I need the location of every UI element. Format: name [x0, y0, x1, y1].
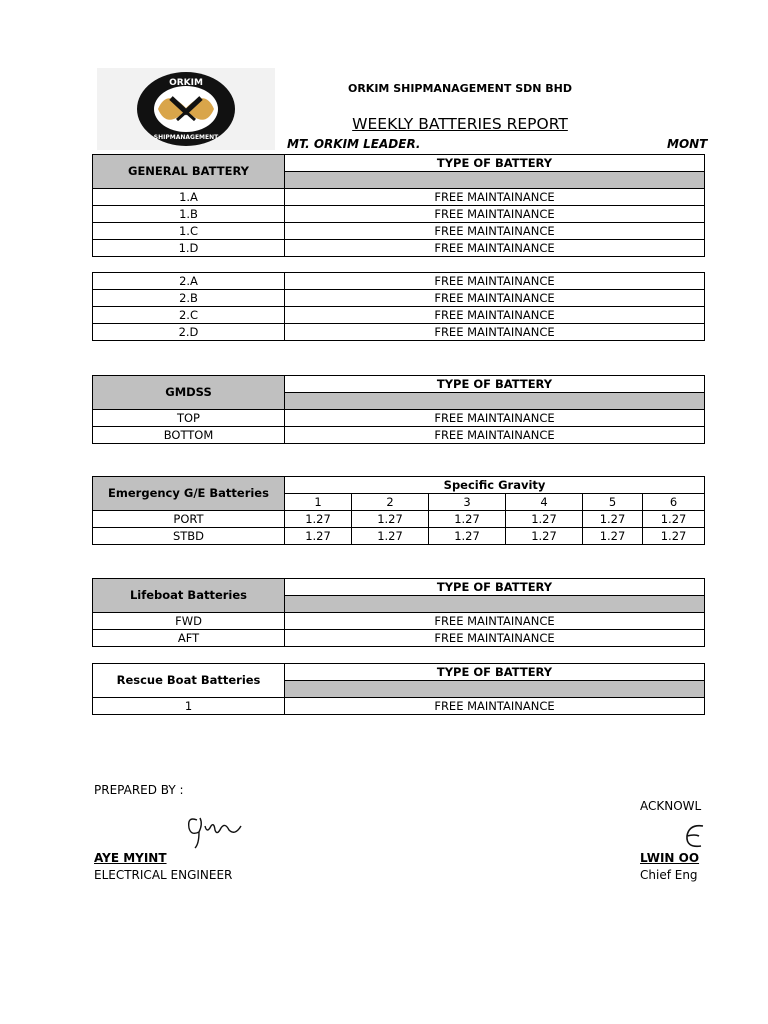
- battery-type: FREE MAINTAINANCE: [285, 189, 705, 206]
- battery-id: 1.A: [93, 189, 285, 206]
- type-of-battery-header: TYPE OF BATTERY: [285, 664, 705, 681]
- type-of-battery-subheader: [285, 681, 705, 698]
- battery-id: 2.B: [93, 290, 285, 307]
- signature-acknowledged: [683, 822, 704, 852]
- table-row: [93, 189, 705, 206]
- cell-number: 6: [643, 494, 705, 511]
- battery-id: 2.C: [93, 307, 285, 324]
- battery-type: FREE MAINTAINANCE: [285, 698, 705, 715]
- sg-value: 1.27: [643, 528, 705, 545]
- battery-type: FREE MAINTAINANCE: [285, 307, 705, 324]
- general-battery-table-2: [92, 272, 705, 341]
- prepared-by-label: PREPARED BY :: [94, 783, 184, 797]
- gmdss-table: [92, 375, 705, 444]
- battery-type: FREE MAINTAINANCE: [285, 273, 705, 290]
- battery-id: AFT: [93, 630, 285, 647]
- cell-number: 4: [506, 494, 583, 511]
- sg-value: 1.27: [429, 511, 506, 528]
- battery-type: FREE MAINTAINANCE: [285, 223, 705, 240]
- table-row: [93, 410, 705, 427]
- signature-prepared: [183, 812, 243, 854]
- type-of-battery-subheader: [285, 393, 705, 410]
- cell-number: 2: [352, 494, 429, 511]
- type-of-battery-subheader: [285, 172, 705, 189]
- month-label: MONT: [667, 137, 708, 151]
- battery-type: FREE MAINTAINANCE: [285, 630, 705, 647]
- battery-id: TOP: [93, 410, 285, 427]
- logo-text-top: ORKIM: [169, 78, 203, 88]
- specific-gravity-header: Specific Gravity: [285, 477, 705, 494]
- type-of-battery-header: TYPE OF BATTERY: [285, 579, 705, 596]
- battery-id: 1.B: [93, 206, 285, 223]
- signature-icon: [683, 822, 713, 852]
- sg-value: 1.27: [583, 528, 643, 545]
- general-battery-header: GENERAL BATTERY: [93, 155, 285, 189]
- signature-icon: [183, 812, 243, 850]
- sg-value: 1.27: [285, 511, 352, 528]
- battery-id: 2.A: [93, 273, 285, 290]
- rescue-boat-header: Rescue Boat Batteries: [93, 664, 285, 698]
- battery-type: FREE MAINTAINANCE: [285, 206, 705, 223]
- table-row: [93, 206, 705, 223]
- battery-type: FREE MAINTAINANCE: [285, 290, 705, 307]
- acknowledged-by-title: Chief Eng: [640, 868, 698, 882]
- sg-value: 1.27: [583, 511, 643, 528]
- table-row: [93, 307, 705, 324]
- battery-id: PORT: [93, 511, 285, 528]
- battery-type: FREE MAINTAINANCE: [285, 613, 705, 630]
- sg-value: 1.27: [506, 528, 583, 545]
- type-of-battery-subheader: [285, 596, 705, 613]
- lifeboat-table: [92, 578, 705, 647]
- sg-value: 1.27: [285, 528, 352, 545]
- rescue-boat-table: [92, 663, 705, 715]
- gmdss-header: GMDSS: [93, 376, 285, 410]
- table-row: [93, 511, 705, 528]
- emergency-ge-table: [92, 476, 705, 545]
- battery-id: BOTTOM: [93, 427, 285, 444]
- company-logo: [97, 68, 275, 150]
- orkim-logo-icon: [97, 68, 275, 150]
- battery-type: FREE MAINTAINANCE: [285, 240, 705, 257]
- sg-value: 1.27: [352, 511, 429, 528]
- battery-id: 2.D: [93, 324, 285, 341]
- type-of-battery-header: TYPE OF BATTERY: [285, 376, 705, 393]
- table-row: [93, 427, 705, 444]
- battery-type: FREE MAINTAINANCE: [285, 427, 705, 444]
- report-title: [290, 115, 630, 133]
- type-of-battery-header: TYPE OF BATTERY: [285, 155, 705, 172]
- table-row: [93, 240, 705, 257]
- battery-type: FREE MAINTAINANCE: [285, 324, 705, 341]
- sg-value: 1.27: [352, 528, 429, 545]
- table-row: [93, 273, 705, 290]
- report-title-text: WEEKLY BATTERIES REPORT: [352, 115, 568, 133]
- sg-value: 1.27: [506, 511, 583, 528]
- lifeboat-header: Lifeboat Batteries: [93, 579, 285, 613]
- cell-number: 3: [429, 494, 506, 511]
- table-row: [93, 290, 705, 307]
- table-row: [93, 223, 705, 240]
- company-name: ORKIM SHIPMANAGEMENT SDN BHD: [347, 82, 573, 95]
- battery-type: FREE MAINTAINANCE: [285, 410, 705, 427]
- table-row: [93, 630, 705, 647]
- prepared-by-name: AYE MYINT: [94, 851, 167, 865]
- table-row: [93, 324, 705, 341]
- sg-value: 1.27: [643, 511, 705, 528]
- battery-id: 1: [93, 698, 285, 715]
- acknowledged-by-label: ACKNOWL: [640, 799, 702, 813]
- battery-id: 1.C: [93, 223, 285, 240]
- emergency-ge-header: Emergency G/E Batteries: [93, 477, 285, 511]
- battery-id: STBD: [93, 528, 285, 545]
- table-row: [93, 528, 705, 545]
- battery-id: 1.D: [93, 240, 285, 257]
- table-row: [93, 613, 705, 630]
- logo-text-bottom: SHIPMANAGEMENT: [153, 134, 219, 141]
- prepared-by-title: ELECTRICAL ENGINEER: [94, 868, 233, 882]
- sg-value: 1.27: [429, 528, 506, 545]
- cell-number: 5: [583, 494, 643, 511]
- vessel-name: MT. ORKIM LEADER.: [287, 137, 421, 151]
- battery-id: FWD: [93, 613, 285, 630]
- table-row: [93, 698, 705, 715]
- acknowledged-by-name: LWIN OO: [640, 851, 700, 865]
- cell-number: 1: [285, 494, 352, 511]
- general-battery-table: [92, 154, 705, 257]
